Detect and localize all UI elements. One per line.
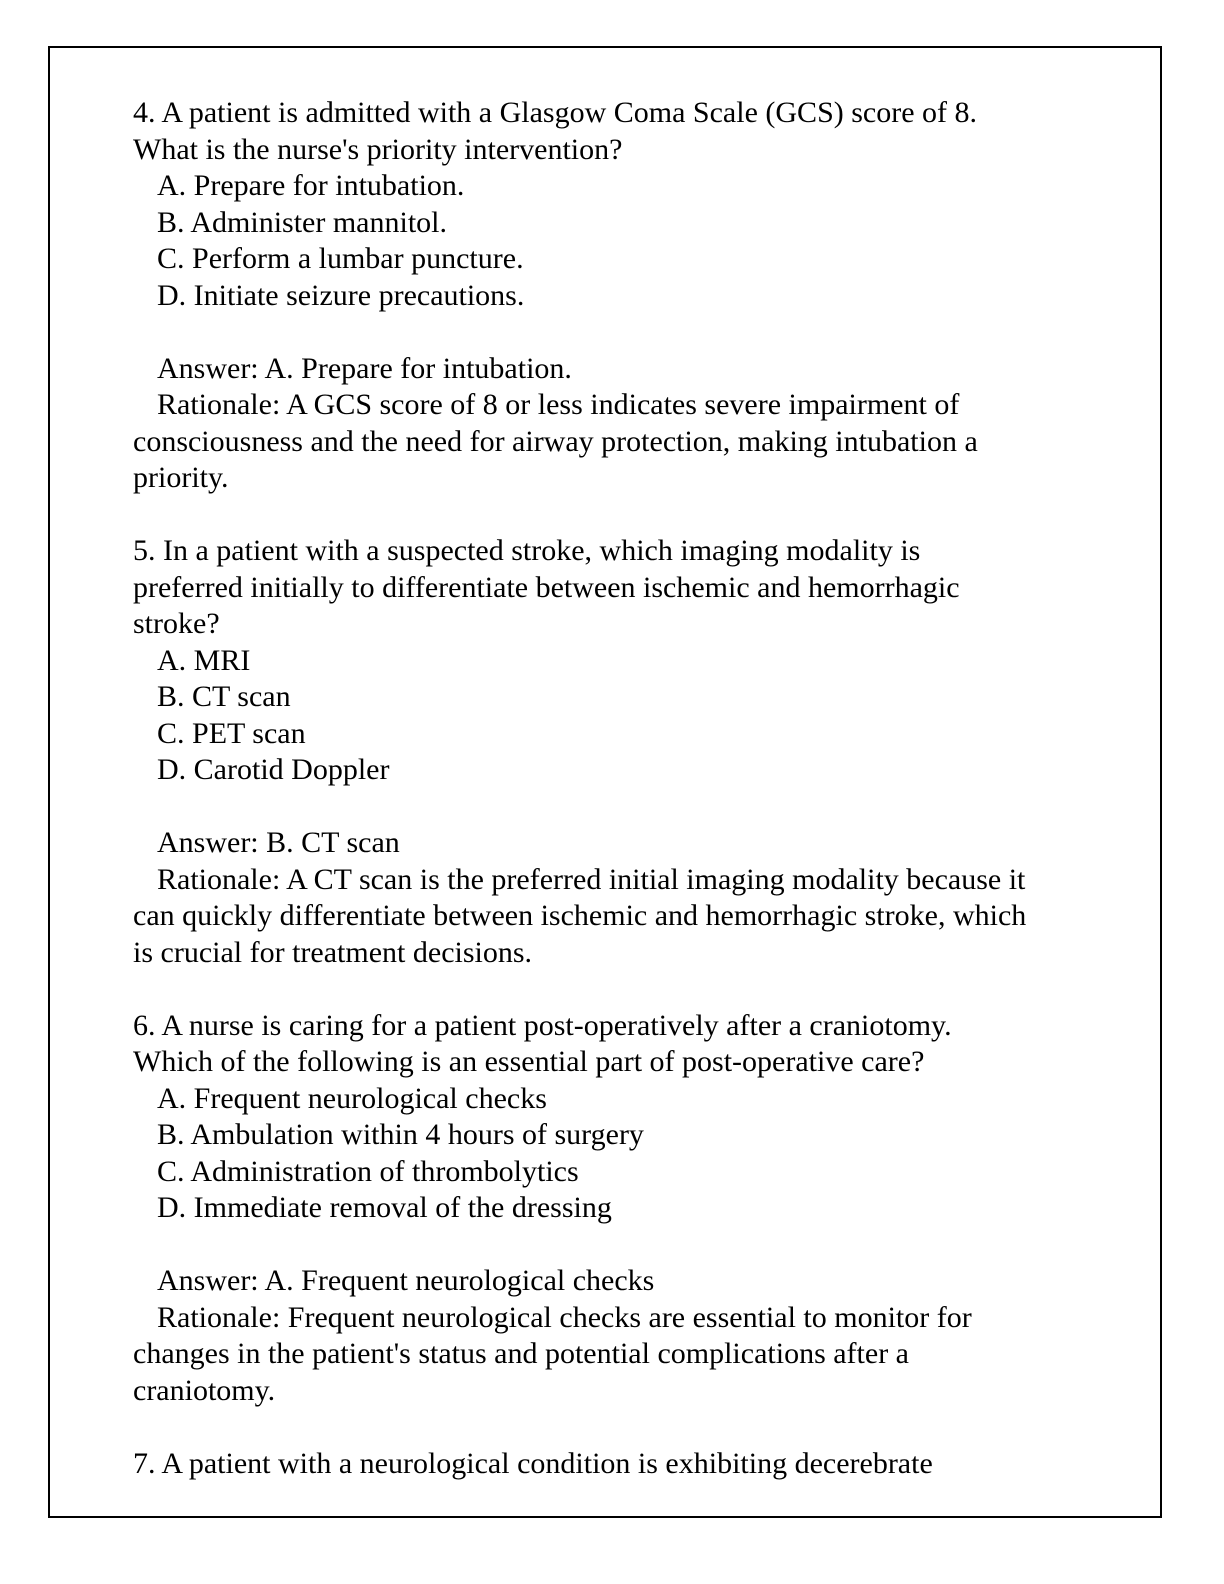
document-body — [133, 95, 1113, 1519]
option-c: C. Perform a lumbar puncture. — [157, 242, 524, 275]
question-stem-line: 4. A patient is admitted with a Glasgow Coma Scale (GCS) score of 8. — [133, 96, 978, 129]
answer: Answer: A. Prepare for intubation. — [157, 351, 572, 385]
option-c: C. PET scan — [157, 716, 306, 750]
question-stem-line: Which of the following is an essential part of post-operative care? — [133, 1045, 925, 1078]
rationale-line: craniotomy. — [133, 1373, 276, 1407]
answer: Answer: A. Frequent neurological checks — [157, 1264, 655, 1297]
option-d: D. Carotid Doppler — [157, 753, 390, 786]
option-d: D. Immediate removal of the dressing — [157, 1191, 612, 1224]
question-stem-line: stroke? — [133, 607, 220, 640]
option-a: A. Prepare for intubation. — [157, 169, 465, 202]
rationale-line: can quickly differentiate between ischemic and hemorrhagic stroke, which — [133, 899, 1027, 932]
option-d: D. Initiate seizure precautions. — [157, 278, 525, 312]
rationale-line: Rationale: A CT scan is the preferred initial imaging modality because it — [157, 862, 1026, 896]
answer: Answer: B. CT scan — [157, 826, 400, 859]
question-4 — [133, 95, 1113, 497]
option-a: A. MRI — [157, 643, 251, 677]
rationale-line: consciousness and the need for airway protection, making intubation a — [133, 424, 978, 458]
question-stem-line: 7. A patient with a neurological condition is exhibiting decerebrate — [133, 1446, 933, 1480]
rationale-line: is crucial for treatment decisions. — [133, 935, 533, 969]
question-5 — [133, 533, 1113, 971]
option-b: B. Administer mannitol. — [157, 205, 447, 239]
rationale-line: Rationale: Frequent neurological checks are essential to monitor for — [157, 1300, 972, 1334]
rationale-line: priority. — [133, 461, 229, 494]
rationale-line: changes in the patient's status and potential complications after a — [133, 1337, 910, 1370]
option-b: B. Ambulation within 4 hours of surgery — [157, 1118, 644, 1151]
question-stem-line: 6. A nurse is caring for a patient post-operatively after a craniotomy. — [133, 1008, 952, 1042]
question-stem-line: 5. In a patient with a suspected stroke, which imaging modality is — [133, 534, 921, 567]
option-b: B. CT scan — [157, 680, 291, 713]
question-6 — [133, 1008, 1113, 1410]
rationale-line: Rationale: A GCS score of 8 or less indicates severe impairment of — [157, 388, 960, 421]
option-a: A. Frequent neurological checks — [157, 1081, 547, 1115]
question-stem-line: preferred initially to differentiate between ischemic and hemorrhagic — [133, 570, 960, 604]
question-stem-line: What is the nurse's priority intervention? — [133, 132, 623, 166]
question-7 — [133, 1446, 1113, 1483]
option-c: C. Administration of thrombolytics — [157, 1154, 579, 1188]
